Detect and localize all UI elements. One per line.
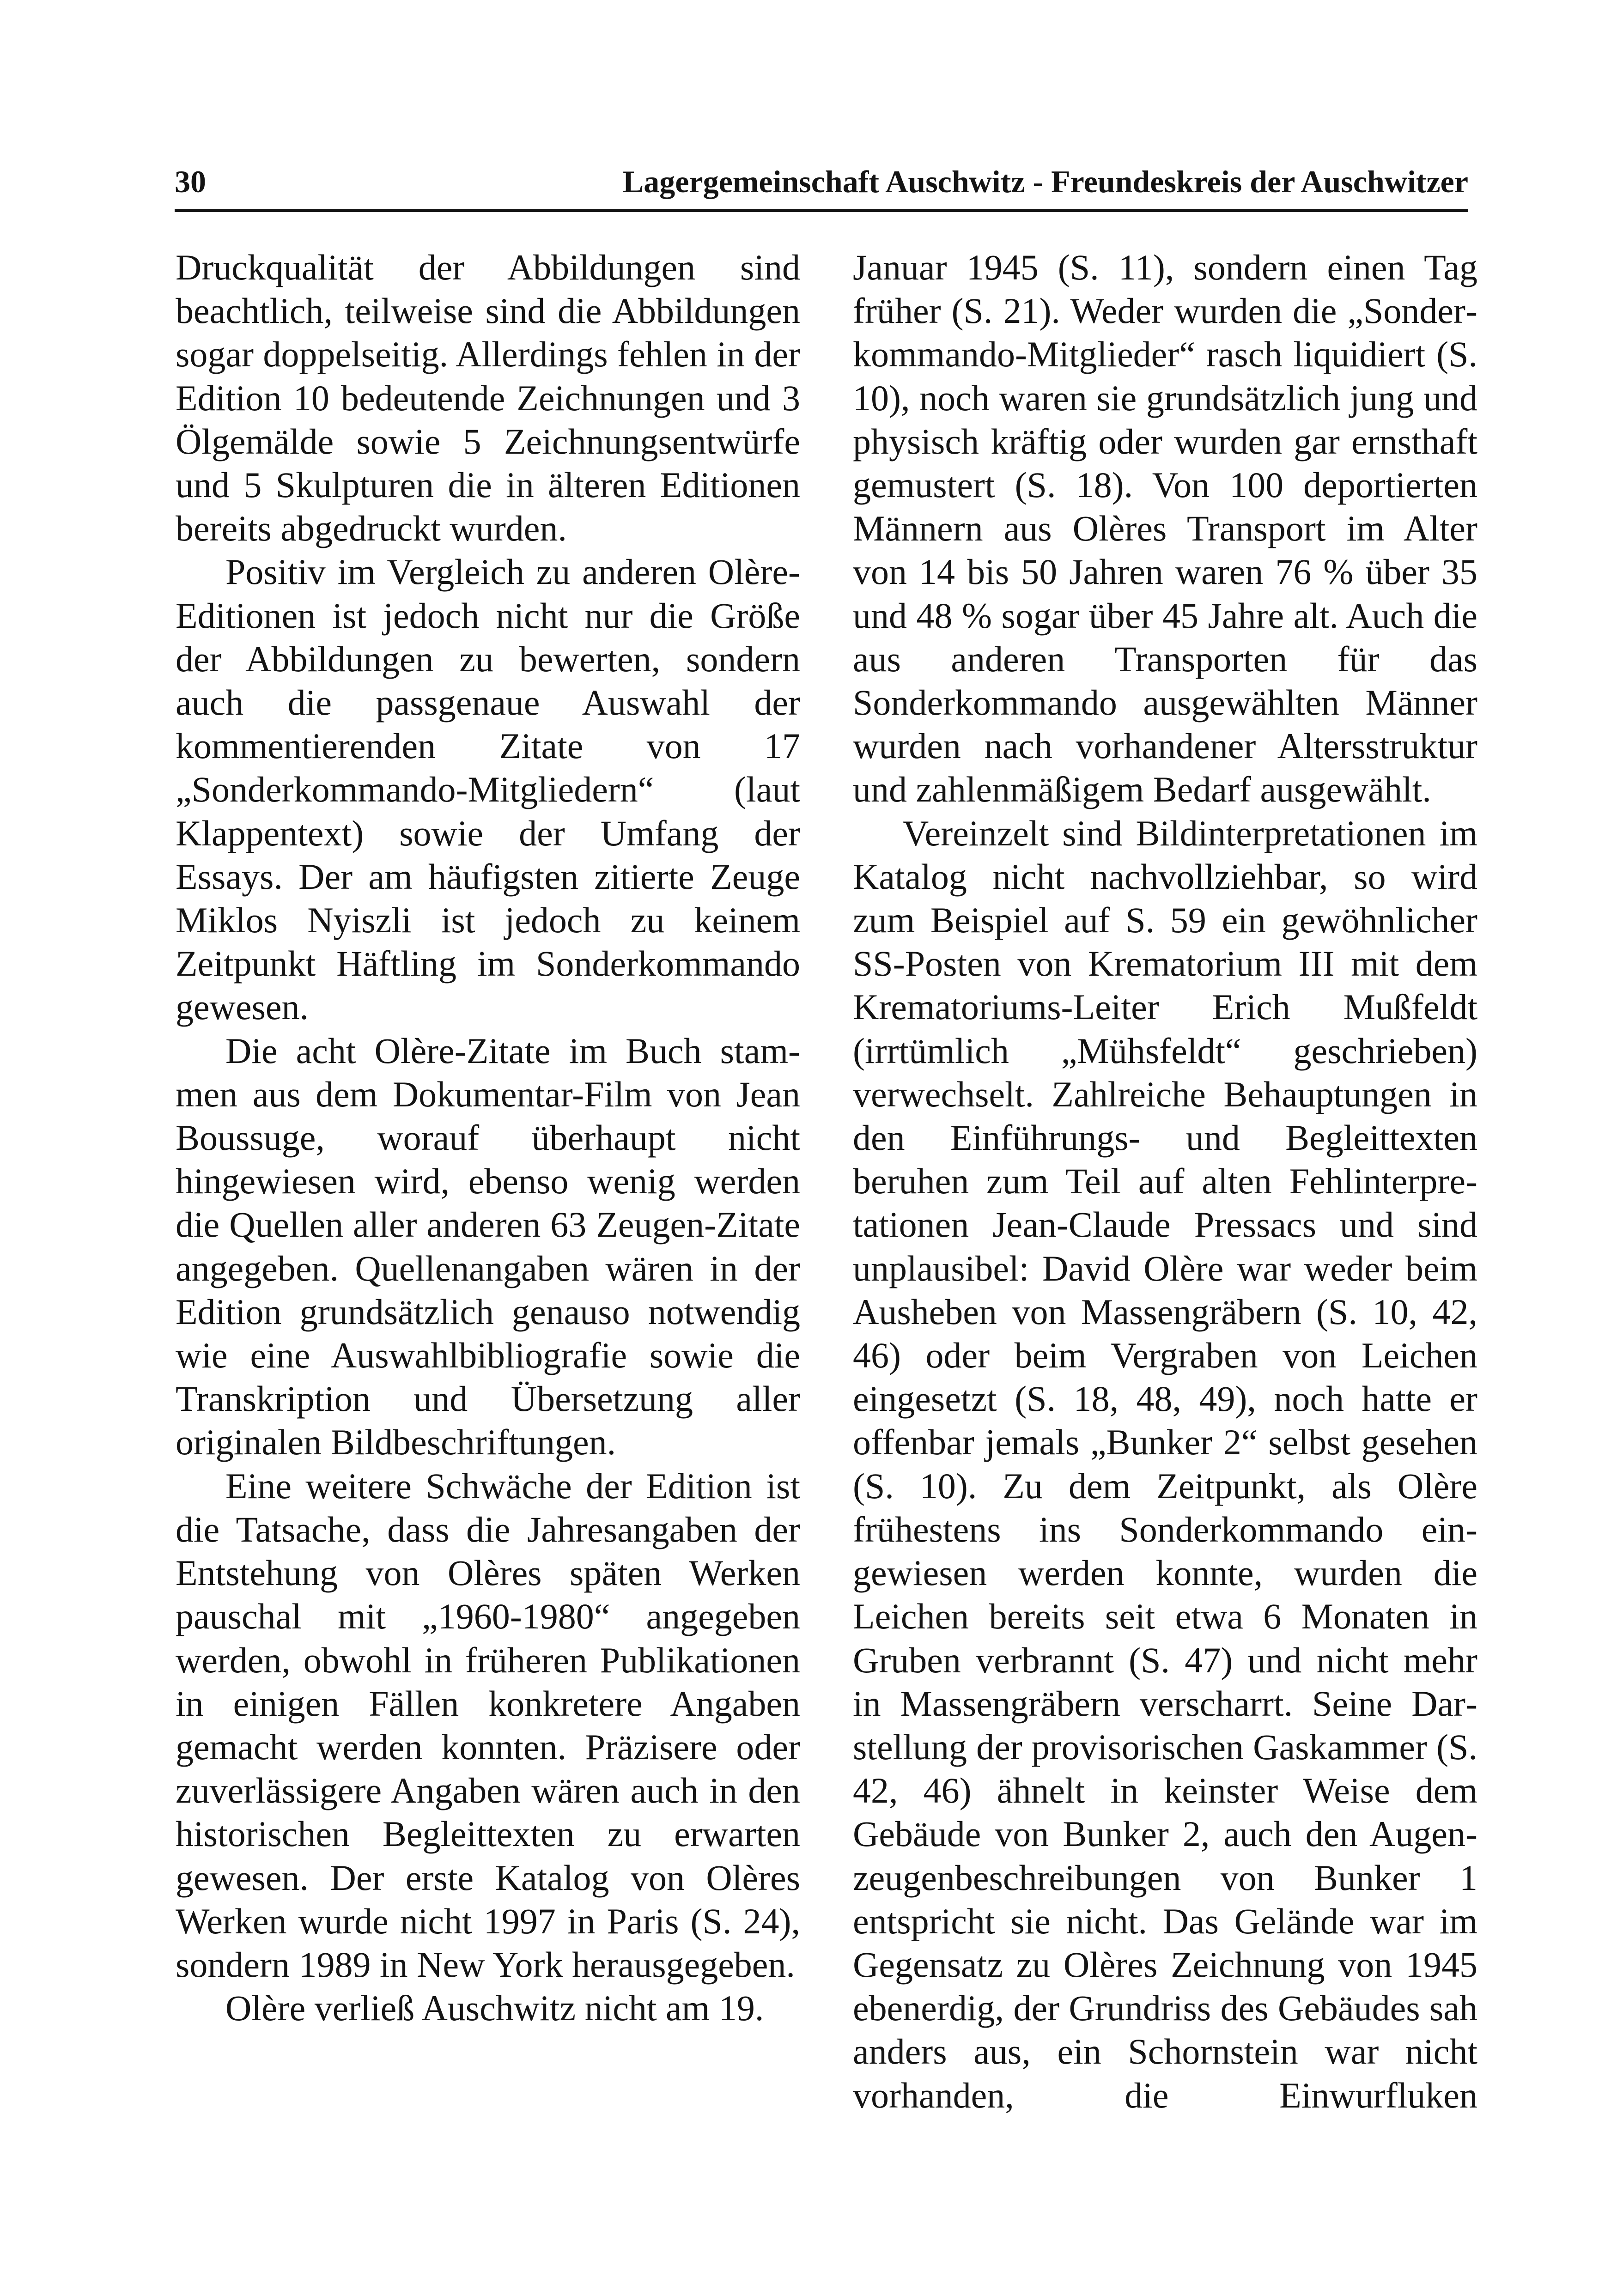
left-column bbox=[176, 246, 800, 2030]
page-number: 30 bbox=[175, 164, 206, 199]
paragraph: Eine weitere Schwäche der Edition ist die Tatsache, dass die Jahresangaben der Entstehung von Olères späten Werken pauschal mit „1960-1980“ angegeben werden, obwohl in früheren Publikationen in einigen Fällen konkretere Angaben gemacht werden konnten. Präzisere oder zuverlässigere Angaben wären auch in den historischen Begleittexten zu erwarten gewesen. Der erste Katalog von Olères Werken wurde nicht 1997 in Paris (S. 24), sondern 1989 in New York herausgegeben. bbox=[176, 1465, 800, 1985]
paragraph: Vereinzelt sind Bildinterpretationen im Katalog nicht nachvollziehbar, so wird zum Beispiel auf S. 59 ein gewöhnlicher SS-Posten von Krematorium III mit dem Krematoriums-Leiter Erich Mußfeldt (irrtümlich „Mühsfeldt“ geschrieben) verwechselt. Zahlreiche Behauptungen in den Einführungs- und Begleittexten beruhen zum Teil auf alten Fehlinterpretationen Jean-Claude Pressacs und sind unplausibel: David Olère war weder beim Ausheben von Massengräbern (S. 10, 42, 46) oder beim Vergraben von Leichen eingesetzt (S. 18, 48, 49), noch hatte er offenbar jemals „Bunker 2“ selbst gesehen (S. 10). Zu dem Zeitpunkt, als Olère frühestens ins Sonderkommando eingewiesen werden konnte, wurden die Leichen bereits seit etwa 6 Monaten in Gruben verbrannt (S. 47) und nicht mehr in Massengräbern verscharrt. Seine Darstellung der provisorischen Gaskammer (S. 42, 46) ähnelt in keinster Weise dem Gebäude von Bunker 2, auch den Augenzeugenbeschreibungen von Bunker 1 entspricht sie nicht. Das Gelände war im Gegensatz zu Olères Zeichnung von 1945 ebenerdig, der Grundriss des Gebäudes sah anders aus, ein Schornstein war nicht vorhanden, die Einwurfluken bbox=[853, 813, 1477, 2115]
running-title: Lagergemeinschaft Auschwitz - Freundeskreis der Auschwitzer bbox=[622, 164, 1468, 199]
paragraph: Druckqualität der Abbildungen sind beachtlich, teilweise sind die Abbildungen sogar doppelseitig. Allerdings fehlen in der Edition 10 bedeutende Zeichnungen und 3 Ölgemälde sowie 5 Zeichnungsentwürfe und 5 Skulpturen die in älteren Editionen bereits abgedruckt wurden. bbox=[176, 247, 800, 549]
page-header bbox=[175, 156, 1468, 207]
paragraph: Die acht Olère-Zitate im Buch stammen aus dem Dokumentar-Film von Jean Boussuge, worauf überhaupt nicht hingewiesen wird, ebenso wenig werden die Quellen aller anderen 63 Zeugen-Zitate angegeben. Quellenangaben wären in der Edition grundsätzlich genauso notwendig wie eine Auswahlbibliografie sowie die Transkription und Übersetzung aller originalen Bildbeschriftungen. bbox=[176, 1030, 800, 1463]
paragraph: Januar 1945 (S. 11), sondern einen Tag früher (S. 21). Weder wurden die „Sonderkommando-Mitglieder“ rasch liquidiert (S. 10), noch waren sie grundsätzlich jung und physisch kräftig oder wurden gar ernsthaft gemustert (S. 18). Von 100 deportierten Männern aus Olères Transport im Alter von 14 bis 50 Jahren waren 76 % über 35 und 48 % sogar über 45 Jahre alt. Auch die aus anderen Transporten für das Sonderkommando ausgewählten Männer wurden nach vorhandener Altersstruktur und zahlenmäßigem Bedarf ausgewählt. bbox=[853, 247, 1477, 810]
paragraph: Positiv im Vergleich zu anderen Olère-Editionen ist jedoch nicht nur die Größe der Abbildungen zu bewerten, sondern auch die passgenaue Auswahl der kommentierenden Zitate von 17 „Sonderkommando-Mitgliedern“ (laut Klappentext) sowie der Umfang der Essays. Der am häufigsten zitierte Zeuge Miklos Nyiszli ist jedoch zu keinem Zeitpunkt Häftling im Sonderkommando gewesen. bbox=[176, 552, 800, 1027]
right-column bbox=[853, 246, 1477, 2117]
header-rule bbox=[175, 209, 1468, 212]
paragraph: Olère verließ Auschwitz nicht am 19. bbox=[225, 1988, 764, 2029]
